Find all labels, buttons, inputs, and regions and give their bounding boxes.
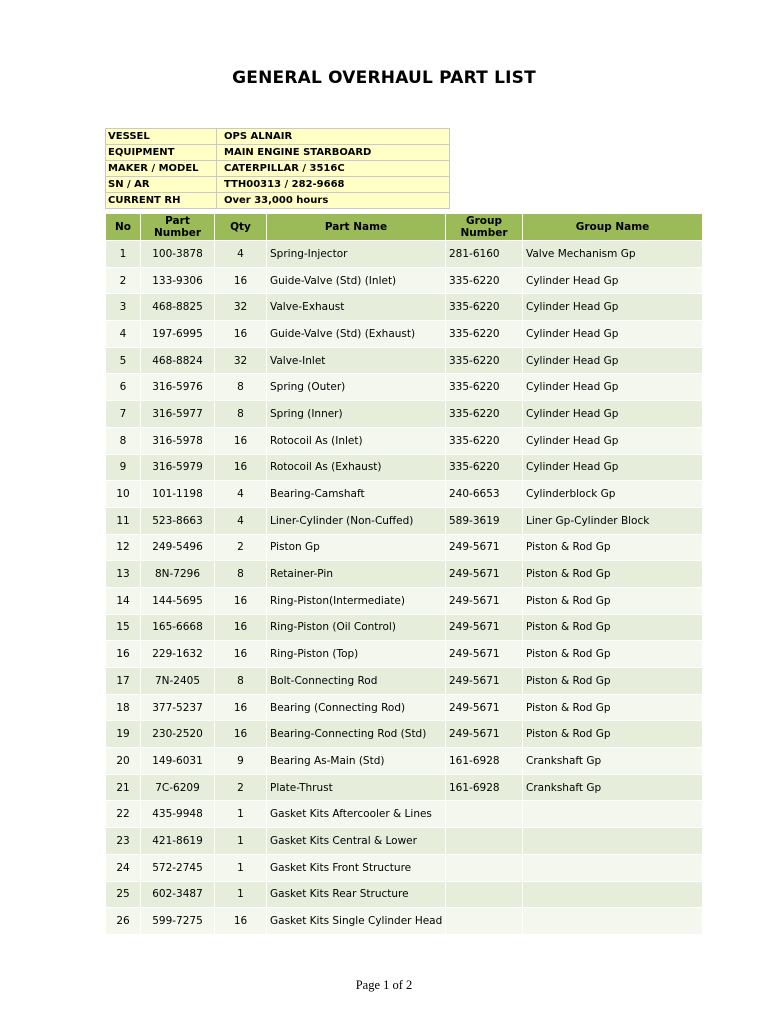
cell-group-name: Cylinder Head Gp — [523, 347, 703, 374]
cell-qty: 1 — [215, 801, 267, 828]
cell-part-number: 316-5977 — [141, 401, 215, 428]
cell-group-number: 240-6653 — [446, 481, 523, 508]
cell-qty: 1 — [215, 881, 267, 908]
cell-part-number: 7N-2405 — [141, 668, 215, 695]
cell-no: 19 — [106, 721, 141, 748]
cell-group-name: Liner Gp-Cylinder Block — [523, 507, 703, 534]
cell-group-number: 249-5671 — [446, 614, 523, 641]
info-label: SN / AR — [106, 177, 217, 193]
table-row — [106, 561, 703, 588]
table-row — [106, 347, 703, 374]
cell-no: 22 — [106, 801, 141, 828]
cell-part-number: 435-9948 — [141, 801, 215, 828]
table-row — [106, 321, 703, 348]
info-row — [106, 145, 450, 161]
cell-part-name: Guide-Valve (Std) (Exhaust) — [267, 321, 446, 348]
cell-part-number: 149-6031 — [141, 748, 215, 775]
cell-group-name — [523, 828, 703, 855]
page-title: GENERAL OVERHAUL PART LIST — [232, 68, 536, 88]
cell-group-name: Crankshaft Gp — [523, 748, 703, 775]
cell-no: 5 — [106, 347, 141, 374]
table-row — [106, 721, 703, 748]
table-row — [106, 694, 703, 721]
info-value: OPS ALNAIR — [217, 129, 450, 145]
cell-group-number: 281-6160 — [446, 241, 523, 268]
cell-part-name: Rotocoil As (Inlet) — [267, 427, 446, 454]
cell-group-name: Piston & Rod Gp — [523, 694, 703, 721]
cell-part-name: Valve-Inlet — [267, 347, 446, 374]
cell-group-name: Cylinder Head Gp — [523, 267, 703, 294]
cell-group-number: 249-5671 — [446, 694, 523, 721]
cell-qty: 8 — [215, 374, 267, 401]
cell-no: 3 — [106, 294, 141, 321]
cell-group-number: 161-6928 — [446, 774, 523, 801]
cell-group-name: Cylinder Head Gp — [523, 294, 703, 321]
table-row — [106, 641, 703, 668]
cell-part-number: 602-3487 — [141, 881, 215, 908]
column-header-qty: Qty — [215, 214, 267, 241]
cell-part-name: Bearing-Connecting Rod (Std) — [267, 721, 446, 748]
info-value: CATERPILLAR / 3516C — [217, 161, 450, 177]
cell-group-number: 335-6220 — [446, 347, 523, 374]
cell-group-number: 249-5671 — [446, 721, 523, 748]
cell-part-name: Spring (Outer) — [267, 374, 446, 401]
parts-table — [105, 213, 703, 935]
cell-group-number — [446, 854, 523, 881]
column-header-part-name: Part Name — [267, 214, 446, 241]
table-row — [106, 534, 703, 561]
cell-part-number: 316-5979 — [141, 454, 215, 481]
info-value: Over 33,000 hours — [217, 193, 450, 209]
cell-group-name: Piston & Rod Gp — [523, 614, 703, 641]
table-row — [106, 401, 703, 428]
cell-group-name: Cylinder Head Gp — [523, 401, 703, 428]
cell-part-number: 230-2520 — [141, 721, 215, 748]
cell-part-name: Spring (Inner) — [267, 401, 446, 428]
cell-no: 12 — [106, 534, 141, 561]
cell-no: 1 — [106, 241, 141, 268]
cell-part-name: Ring-Piston (Oil Control) — [267, 614, 446, 641]
parts-table-header — [106, 214, 703, 241]
cell-part-name: Ring-Piston (Top) — [267, 641, 446, 668]
cell-no: 10 — [106, 481, 141, 508]
cell-no: 8 — [106, 427, 141, 454]
table-row — [106, 828, 703, 855]
info-label: VESSEL — [106, 129, 217, 145]
cell-group-name: Crankshaft Gp — [523, 774, 703, 801]
cell-part-name: Gasket Kits Front Structure — [267, 854, 446, 881]
cell-group-name: Piston & Rod Gp — [523, 534, 703, 561]
page-number: Page 1 of 2 — [355, 978, 413, 992]
cell-part-name: Ring-Piston(Intermediate) — [267, 587, 446, 614]
cell-no: 6 — [106, 374, 141, 401]
cell-no: 17 — [106, 668, 141, 695]
cell-qty: 2 — [215, 534, 267, 561]
cell-part-name: Bearing As-Main (Std) — [267, 748, 446, 775]
cell-group-name: Cylinder Head Gp — [523, 454, 703, 481]
cell-part-name: Gasket Kits Rear Structure — [267, 881, 446, 908]
cell-qty: 16 — [215, 694, 267, 721]
table-row — [106, 507, 703, 534]
table-row — [106, 454, 703, 481]
cell-no: 11 — [106, 507, 141, 534]
info-row — [106, 177, 450, 193]
cell-qty: 2 — [215, 774, 267, 801]
cell-qty: 1 — [215, 828, 267, 855]
cell-group-number: 335-6220 — [446, 321, 523, 348]
cell-qty: 9 — [215, 748, 267, 775]
cell-group-number: 335-6220 — [446, 401, 523, 428]
cell-group-number: 249-5671 — [446, 641, 523, 668]
cell-part-number: 197-6995 — [141, 321, 215, 348]
cell-group-number: 335-6220 — [446, 374, 523, 401]
table-row — [106, 881, 703, 908]
cell-qty: 16 — [215, 267, 267, 294]
cell-group-name — [523, 908, 703, 935]
cell-qty: 8 — [215, 561, 267, 588]
cell-part-number: 165-6668 — [141, 614, 215, 641]
cell-no: 14 — [106, 587, 141, 614]
cell-no: 7 — [106, 401, 141, 428]
table-row — [106, 427, 703, 454]
cell-group-name: Cylinderblock Gp — [523, 481, 703, 508]
cell-qty: 32 — [215, 347, 267, 374]
cell-group-name: Piston & Rod Gp — [523, 721, 703, 748]
cell-group-name — [523, 801, 703, 828]
cell-part-name: Spring-Injector — [267, 241, 446, 268]
cell-group-number: 335-6220 — [446, 294, 523, 321]
cell-group-name — [523, 854, 703, 881]
cell-part-number: 7C-6209 — [141, 774, 215, 801]
cell-part-name: Guide-Valve (Std) (Inlet) — [267, 267, 446, 294]
cell-no: 18 — [106, 694, 141, 721]
cell-part-name: Gasket Kits Aftercooler & Lines — [267, 801, 446, 828]
cell-group-number — [446, 908, 523, 935]
info-value: MAIN ENGINE STARBOARD — [217, 145, 450, 161]
cell-no: 2 — [106, 267, 141, 294]
cell-group-name: Piston & Rod Gp — [523, 561, 703, 588]
cell-no: 16 — [106, 641, 141, 668]
info-row — [106, 129, 450, 145]
info-label: MAKER / MODEL — [106, 161, 217, 177]
cell-group-number: 249-5671 — [446, 668, 523, 695]
cell-part-number: 599-7275 — [141, 908, 215, 935]
cell-no: 25 — [106, 881, 141, 908]
cell-no: 26 — [106, 908, 141, 935]
cell-qty: 4 — [215, 481, 267, 508]
cell-group-number: 589-3619 — [446, 507, 523, 534]
cell-part-number: 523-8663 — [141, 507, 215, 534]
cell-no: 24 — [106, 854, 141, 881]
cell-qty: 16 — [215, 614, 267, 641]
cell-part-number: 468-8825 — [141, 294, 215, 321]
cell-no: 20 — [106, 748, 141, 775]
cell-part-number: 316-5976 — [141, 374, 215, 401]
cell-qty: 1 — [215, 854, 267, 881]
cell-qty: 8 — [215, 668, 267, 695]
cell-part-number: 133-9306 — [141, 267, 215, 294]
table-row — [106, 481, 703, 508]
cell-group-number: 249-5671 — [446, 587, 523, 614]
column-header-group-name: Group Name — [523, 214, 703, 241]
cell-part-name: Retainer-Pin — [267, 561, 446, 588]
cell-group-name: Piston & Rod Gp — [523, 587, 703, 614]
cell-no: 13 — [106, 561, 141, 588]
table-row — [106, 748, 703, 775]
cell-part-number: 316-5978 — [141, 427, 215, 454]
cell-qty: 8 — [215, 401, 267, 428]
column-header-part-number-line1: Part — [165, 215, 190, 227]
cell-no: 15 — [106, 614, 141, 641]
table-row — [106, 668, 703, 695]
info-value: TTH00313 / 282-9668 — [217, 177, 450, 193]
cell-part-name: Piston Gp — [267, 534, 446, 561]
cell-part-number: 249-5496 — [141, 534, 215, 561]
cell-part-number: 229-1632 — [141, 641, 215, 668]
cell-qty: 16 — [215, 721, 267, 748]
cell-group-number: 161-6928 — [446, 748, 523, 775]
cell-group-number: 249-5671 — [446, 561, 523, 588]
cell-qty: 4 — [215, 241, 267, 268]
cell-no: 4 — [106, 321, 141, 348]
table-row — [106, 587, 703, 614]
cell-group-name — [523, 881, 703, 908]
cell-qty: 16 — [215, 587, 267, 614]
cell-group-number: 335-6220 — [446, 427, 523, 454]
column-header-group-number-line2: Number — [460, 227, 508, 239]
column-header-group-number-line1: Group — [465, 215, 502, 227]
column-header-part-number — [141, 214, 215, 241]
cell-part-name: Plate-Thrust — [267, 774, 446, 801]
cell-part-name: Gasket Kits Single Cylinder Head — [267, 908, 446, 935]
table-row — [106, 267, 703, 294]
cell-group-number — [446, 881, 523, 908]
cell-group-name: Valve Mechanism Gp — [523, 241, 703, 268]
cell-part-name: Bolt-Connecting Rod — [267, 668, 446, 695]
cell-no: 9 — [106, 454, 141, 481]
column-header-group-number — [446, 214, 523, 241]
cell-qty: 16 — [215, 454, 267, 481]
info-row — [106, 161, 450, 177]
cell-part-number: 100-3878 — [141, 241, 215, 268]
cell-group-name: Piston & Rod Gp — [523, 668, 703, 695]
cell-group-number: 249-5671 — [446, 534, 523, 561]
cell-no: 21 — [106, 774, 141, 801]
cell-part-number: 421-8619 — [141, 828, 215, 855]
cell-qty: 16 — [215, 427, 267, 454]
cell-part-number: 468-8824 — [141, 347, 215, 374]
info-label: CURRENT RH — [106, 193, 217, 209]
cell-part-name: Gasket Kits Central & Lower — [267, 828, 446, 855]
table-row — [106, 774, 703, 801]
cell-no: 23 — [106, 828, 141, 855]
cell-part-number: 377-5237 — [141, 694, 215, 721]
cell-part-number: 8N-7296 — [141, 561, 215, 588]
info-row — [106, 193, 450, 209]
table-row — [106, 241, 703, 268]
column-header-part-number-line2: Number — [153, 227, 202, 239]
cell-group-name: Cylinder Head Gp — [523, 321, 703, 348]
table-row — [106, 801, 703, 828]
cell-part-name: Bearing-Camshaft — [267, 481, 446, 508]
cell-group-number — [446, 828, 523, 855]
table-row — [106, 374, 703, 401]
cell-part-number: 572-2745 — [141, 854, 215, 881]
info-label: EQUIPMENT — [106, 145, 217, 161]
cell-group-number — [446, 801, 523, 828]
cell-part-name: Liner-Cylinder (Non-Cuffed) — [267, 507, 446, 534]
cell-part-name: Rotocoil As (Exhaust) — [267, 454, 446, 481]
cell-group-number: 335-6220 — [446, 454, 523, 481]
table-row — [106, 294, 703, 321]
table-row — [106, 614, 703, 641]
cell-group-name: Cylinder Head Gp — [523, 374, 703, 401]
cell-part-number: 101-1198 — [141, 481, 215, 508]
cell-group-name: Cylinder Head Gp — [523, 427, 703, 454]
column-header-no: No — [106, 214, 141, 241]
cell-qty: 32 — [215, 294, 267, 321]
table-row — [106, 908, 703, 935]
cell-part-number: 144-5695 — [141, 587, 215, 614]
table-row — [106, 854, 703, 881]
cell-qty: 4 — [215, 507, 267, 534]
cell-part-name: Valve-Exhaust — [267, 294, 446, 321]
vessel-info-table — [105, 128, 450, 209]
cell-part-name: Bearing (Connecting Rod) — [267, 694, 446, 721]
cell-group-number: 335-6220 — [446, 267, 523, 294]
cell-qty: 16 — [215, 908, 267, 935]
cell-qty: 16 — [215, 321, 267, 348]
cell-qty: 16 — [215, 641, 267, 668]
cell-group-name: Piston & Rod Gp — [523, 641, 703, 668]
